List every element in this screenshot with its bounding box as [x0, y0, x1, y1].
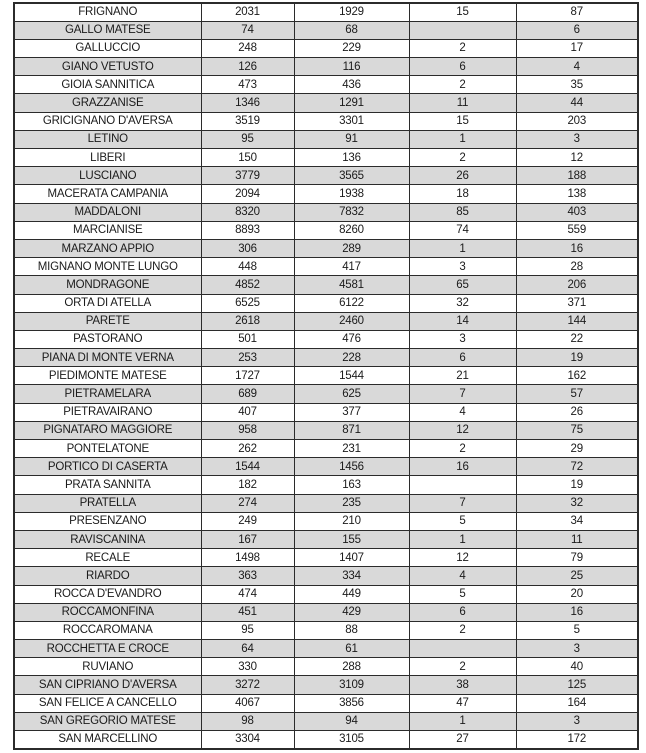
value-3-cell: 2	[409, 440, 516, 458]
value-4-cell: 22	[516, 330, 638, 348]
value-1-cell: 98	[201, 712, 294, 730]
value-3-cell: 1	[409, 130, 516, 148]
value-4-cell: 5	[516, 621, 638, 639]
municipality-name-cell: RAVISCANINA	[14, 530, 201, 548]
municipality-name-cell: RECALE	[14, 549, 201, 567]
value-1-cell: 451	[201, 603, 294, 621]
value-1-cell: 8320	[201, 203, 294, 221]
value-4-cell: 34	[516, 512, 638, 530]
value-3-cell: 6	[409, 58, 516, 76]
value-4-cell: 371	[516, 294, 638, 312]
value-3-cell: 15	[409, 3, 516, 21]
municipality-name-cell: MACERATA CAMPANIA	[14, 185, 201, 203]
value-1-cell: 249	[201, 512, 294, 530]
value-2-cell: 228	[294, 349, 409, 367]
value-1-cell: 448	[201, 258, 294, 276]
value-4-cell: 20	[516, 585, 638, 603]
value-2-cell: 3565	[294, 167, 409, 185]
value-4-cell: 87	[516, 3, 638, 21]
value-2-cell: 476	[294, 330, 409, 348]
value-2-cell: 235	[294, 494, 409, 512]
value-1-cell: 1498	[201, 549, 294, 567]
value-4-cell: 57	[516, 385, 638, 403]
municipality-name-cell: PIGNATARO MAGGIORE	[14, 421, 201, 439]
value-3-cell: 11	[409, 94, 516, 112]
value-1-cell: 150	[201, 149, 294, 167]
table-row	[14, 349, 638, 367]
value-1-cell: 167	[201, 530, 294, 548]
municipality-name-cell: SAN FELICE A CANCELLO	[14, 694, 201, 712]
value-3-cell: 27	[409, 731, 516, 749]
table-row	[14, 367, 638, 385]
value-2-cell: 1407	[294, 549, 409, 567]
municipality-name-cell: GIOIA SANNITICA	[14, 76, 201, 94]
value-4-cell: 16	[516, 603, 638, 621]
municipality-name-cell: PARETE	[14, 312, 201, 330]
value-4-cell: 40	[516, 658, 638, 676]
value-1-cell: 473	[201, 76, 294, 94]
value-4-cell: 72	[516, 458, 638, 476]
value-4-cell: 3	[516, 130, 638, 148]
table-row	[14, 676, 638, 694]
value-1-cell: 407	[201, 403, 294, 421]
value-4-cell: 206	[516, 276, 638, 294]
value-1-cell: 958	[201, 421, 294, 439]
value-4-cell: 19	[516, 349, 638, 367]
table-row	[14, 440, 638, 458]
municipality-name-cell: PRATELLA	[14, 494, 201, 512]
value-2-cell: 334	[294, 567, 409, 585]
value-3-cell: 12	[409, 421, 516, 439]
value-1-cell: 474	[201, 585, 294, 603]
value-2-cell: 61	[294, 640, 409, 658]
municipality-name-cell: LIBERI	[14, 149, 201, 167]
value-3-cell: 6	[409, 349, 516, 367]
value-4-cell: 188	[516, 167, 638, 185]
value-1-cell: 262	[201, 440, 294, 458]
value-2-cell: 417	[294, 258, 409, 276]
value-1-cell: 74	[201, 21, 294, 39]
value-4-cell: 172	[516, 731, 638, 749]
table-row	[14, 476, 638, 494]
value-1-cell: 3272	[201, 676, 294, 694]
table-row	[14, 567, 638, 585]
value-4-cell: 403	[516, 203, 638, 221]
value-2-cell: 1291	[294, 94, 409, 112]
value-2-cell: 6122	[294, 294, 409, 312]
value-3-cell: 38	[409, 676, 516, 694]
value-1-cell: 306	[201, 239, 294, 257]
value-3-cell: 3	[409, 330, 516, 348]
value-3-cell: 85	[409, 203, 516, 221]
value-3-cell: 32	[409, 294, 516, 312]
value-3-cell: 12	[409, 549, 516, 567]
value-2-cell: 436	[294, 76, 409, 94]
value-2-cell: 229	[294, 39, 409, 57]
value-2-cell: 289	[294, 239, 409, 257]
value-2-cell: 1938	[294, 185, 409, 203]
table-row	[14, 403, 638, 421]
table-row	[14, 276, 638, 294]
value-3-cell: 18	[409, 185, 516, 203]
value-4-cell: 203	[516, 112, 638, 130]
value-1-cell: 126	[201, 58, 294, 76]
value-3-cell: 1	[409, 239, 516, 257]
table-row	[14, 712, 638, 730]
value-4-cell: 125	[516, 676, 638, 694]
municipality-name-cell: SAN GREGORIO MATESE	[14, 712, 201, 730]
municipality-name-cell: PORTICO DI CASERTA	[14, 458, 201, 476]
value-1-cell: 182	[201, 476, 294, 494]
value-3-cell	[409, 476, 516, 494]
municipality-name-cell: MADDALONI	[14, 203, 201, 221]
municipality-name-cell: MONDRAGONE	[14, 276, 201, 294]
municipality-name-cell: MARCIANISE	[14, 221, 201, 239]
value-4-cell: 144	[516, 312, 638, 330]
value-2-cell: 155	[294, 530, 409, 548]
value-2-cell: 288	[294, 658, 409, 676]
value-4-cell: 29	[516, 440, 638, 458]
value-2-cell: 1929	[294, 3, 409, 21]
value-3-cell: 74	[409, 221, 516, 239]
value-2-cell: 4581	[294, 276, 409, 294]
municipality-name-cell: GALLO MATESE	[14, 21, 201, 39]
value-4-cell: 138	[516, 185, 638, 203]
value-3-cell: 4	[409, 567, 516, 585]
value-2-cell: 116	[294, 58, 409, 76]
municipality-name-cell: MIGNANO MONTE LUNGO	[14, 258, 201, 276]
table-row	[14, 421, 638, 439]
table-row	[14, 731, 638, 749]
municipality-name-cell: MARZANO APPIO	[14, 239, 201, 257]
value-2-cell: 68	[294, 21, 409, 39]
value-1-cell: 3304	[201, 731, 294, 749]
municipality-name-cell: PIANA DI MONTE VERNA	[14, 349, 201, 367]
municipality-name-cell: GIANO VETUSTO	[14, 58, 201, 76]
value-1-cell: 1727	[201, 367, 294, 385]
table-row	[14, 185, 638, 203]
municipality-name-cell: SAN CIPRIANO D'AVERSA	[14, 676, 201, 694]
value-1-cell: 253	[201, 349, 294, 367]
table-row	[14, 112, 638, 130]
value-1-cell: 2094	[201, 185, 294, 203]
municipality-name-cell: PIEDIMONTE MATESE	[14, 367, 201, 385]
table-row	[14, 203, 638, 221]
municipality-name-cell: PRATA SANNITA	[14, 476, 201, 494]
municipality-name-cell: LETINO	[14, 130, 201, 148]
value-2-cell: 3301	[294, 112, 409, 130]
value-3-cell: 2	[409, 658, 516, 676]
value-2-cell: 7832	[294, 203, 409, 221]
value-3-cell: 21	[409, 367, 516, 385]
value-4-cell: 17	[516, 39, 638, 57]
value-1-cell: 689	[201, 385, 294, 403]
table-row	[14, 130, 638, 148]
value-2-cell: 429	[294, 603, 409, 621]
value-4-cell: 28	[516, 258, 638, 276]
value-1-cell: 248	[201, 39, 294, 57]
value-1-cell: 363	[201, 567, 294, 585]
value-1-cell: 2031	[201, 3, 294, 21]
value-4-cell: 3	[516, 640, 638, 658]
value-3-cell: 16	[409, 458, 516, 476]
value-4-cell: 11	[516, 530, 638, 548]
municipality-name-cell: FRIGNANO	[14, 3, 201, 21]
municipality-name-cell: ORTA DI ATELLA	[14, 294, 201, 312]
table-row	[14, 385, 638, 403]
table-row	[14, 658, 638, 676]
value-1-cell: 274	[201, 494, 294, 512]
value-1-cell: 4067	[201, 694, 294, 712]
municipality-name-cell: ROCCAROMANA	[14, 621, 201, 639]
municipality-name-cell: GALLUCCIO	[14, 39, 201, 57]
value-4-cell: 75	[516, 421, 638, 439]
value-4-cell: 164	[516, 694, 638, 712]
table-row	[14, 494, 638, 512]
value-2-cell: 231	[294, 440, 409, 458]
table-row	[14, 221, 638, 239]
value-4-cell: 6	[516, 21, 638, 39]
value-3-cell: 5	[409, 512, 516, 530]
table-row	[14, 530, 638, 548]
table-row	[14, 458, 638, 476]
table-row	[14, 312, 638, 330]
value-4-cell: 35	[516, 76, 638, 94]
table-row	[14, 76, 638, 94]
value-1-cell: 95	[201, 621, 294, 639]
value-2-cell: 8260	[294, 221, 409, 239]
value-2-cell: 3105	[294, 731, 409, 749]
value-4-cell: 3	[516, 712, 638, 730]
municipality-name-cell: SAN MARCELLINO	[14, 731, 201, 749]
table-row	[14, 58, 638, 76]
municipality-name-cell: LUSCIANO	[14, 167, 201, 185]
table-row	[14, 549, 638, 567]
municipality-name-cell: PIETRAVAIRANO	[14, 403, 201, 421]
municipality-name-cell: ROCCAMONFINA	[14, 603, 201, 621]
value-2-cell: 871	[294, 421, 409, 439]
table-row	[14, 239, 638, 257]
value-4-cell: 26	[516, 403, 638, 421]
table-row	[14, 258, 638, 276]
value-4-cell: 16	[516, 239, 638, 257]
municipality-name-cell: PASTORANO	[14, 330, 201, 348]
value-3-cell: 65	[409, 276, 516, 294]
municipality-name-cell: GRICIGNANO D'AVERSA	[14, 112, 201, 130]
value-3-cell: 1	[409, 530, 516, 548]
value-1-cell: 1346	[201, 94, 294, 112]
table-row	[14, 585, 638, 603]
value-4-cell: 12	[516, 149, 638, 167]
value-3-cell: 2	[409, 76, 516, 94]
value-3-cell: 2	[409, 39, 516, 57]
table-body	[14, 3, 638, 749]
value-3-cell	[409, 640, 516, 658]
value-2-cell: 1456	[294, 458, 409, 476]
table-row	[14, 603, 638, 621]
value-2-cell: 2460	[294, 312, 409, 330]
table-row	[14, 512, 638, 530]
value-3-cell: 2	[409, 149, 516, 167]
value-2-cell: 1544	[294, 367, 409, 385]
value-2-cell: 94	[294, 712, 409, 730]
value-1-cell: 8893	[201, 221, 294, 239]
municipality-name-cell: GRAZZANISE	[14, 94, 201, 112]
value-2-cell: 377	[294, 403, 409, 421]
value-4-cell: 162	[516, 367, 638, 385]
value-4-cell: 4	[516, 58, 638, 76]
value-4-cell: 25	[516, 567, 638, 585]
value-4-cell: 32	[516, 494, 638, 512]
value-1-cell: 3779	[201, 167, 294, 185]
municipality-table	[13, 2, 639, 750]
value-2-cell: 163	[294, 476, 409, 494]
value-1-cell: 2618	[201, 312, 294, 330]
municipality-name-cell: PRESENZANO	[14, 512, 201, 530]
table-row	[14, 149, 638, 167]
municipality-name-cell: RIARDO	[14, 567, 201, 585]
value-3-cell: 7	[409, 385, 516, 403]
value-1-cell: 6525	[201, 294, 294, 312]
table-row	[14, 621, 638, 639]
value-4-cell: 19	[516, 476, 638, 494]
value-1-cell: 1544	[201, 458, 294, 476]
value-1-cell: 95	[201, 130, 294, 148]
value-3-cell: 6	[409, 603, 516, 621]
table-row	[14, 94, 638, 112]
table-row	[14, 694, 638, 712]
municipality-name-cell: ROCCHETTA E CROCE	[14, 640, 201, 658]
value-1-cell: 3519	[201, 112, 294, 130]
value-1-cell: 330	[201, 658, 294, 676]
table-row	[14, 294, 638, 312]
value-2-cell: 88	[294, 621, 409, 639]
table-row	[14, 21, 638, 39]
value-3-cell: 4	[409, 403, 516, 421]
value-3-cell: 5	[409, 585, 516, 603]
table-row	[14, 640, 638, 658]
value-3-cell	[409, 21, 516, 39]
table-row	[14, 39, 638, 57]
table-row	[14, 3, 638, 21]
value-3-cell: 47	[409, 694, 516, 712]
municipality-name-cell: PIETRAMELARA	[14, 385, 201, 403]
value-3-cell: 14	[409, 312, 516, 330]
value-1-cell: 64	[201, 640, 294, 658]
value-3-cell: 15	[409, 112, 516, 130]
value-2-cell: 625	[294, 385, 409, 403]
value-2-cell: 3109	[294, 676, 409, 694]
value-2-cell: 449	[294, 585, 409, 603]
value-2-cell: 210	[294, 512, 409, 530]
value-2-cell: 3856	[294, 694, 409, 712]
value-2-cell: 91	[294, 130, 409, 148]
value-2-cell: 136	[294, 149, 409, 167]
value-3-cell: 2	[409, 621, 516, 639]
table-row	[14, 167, 638, 185]
municipality-name-cell: ROCCA D'EVANDRO	[14, 585, 201, 603]
value-1-cell: 4852	[201, 276, 294, 294]
value-4-cell: 559	[516, 221, 638, 239]
value-3-cell: 26	[409, 167, 516, 185]
table-row	[14, 330, 638, 348]
municipality-name-cell: RUVIANO	[14, 658, 201, 676]
value-3-cell: 1	[409, 712, 516, 730]
value-1-cell: 501	[201, 330, 294, 348]
municipality-name-cell: PONTELATONE	[14, 440, 201, 458]
value-3-cell: 3	[409, 258, 516, 276]
value-4-cell: 79	[516, 549, 638, 567]
value-4-cell: 44	[516, 94, 638, 112]
value-3-cell: 7	[409, 494, 516, 512]
